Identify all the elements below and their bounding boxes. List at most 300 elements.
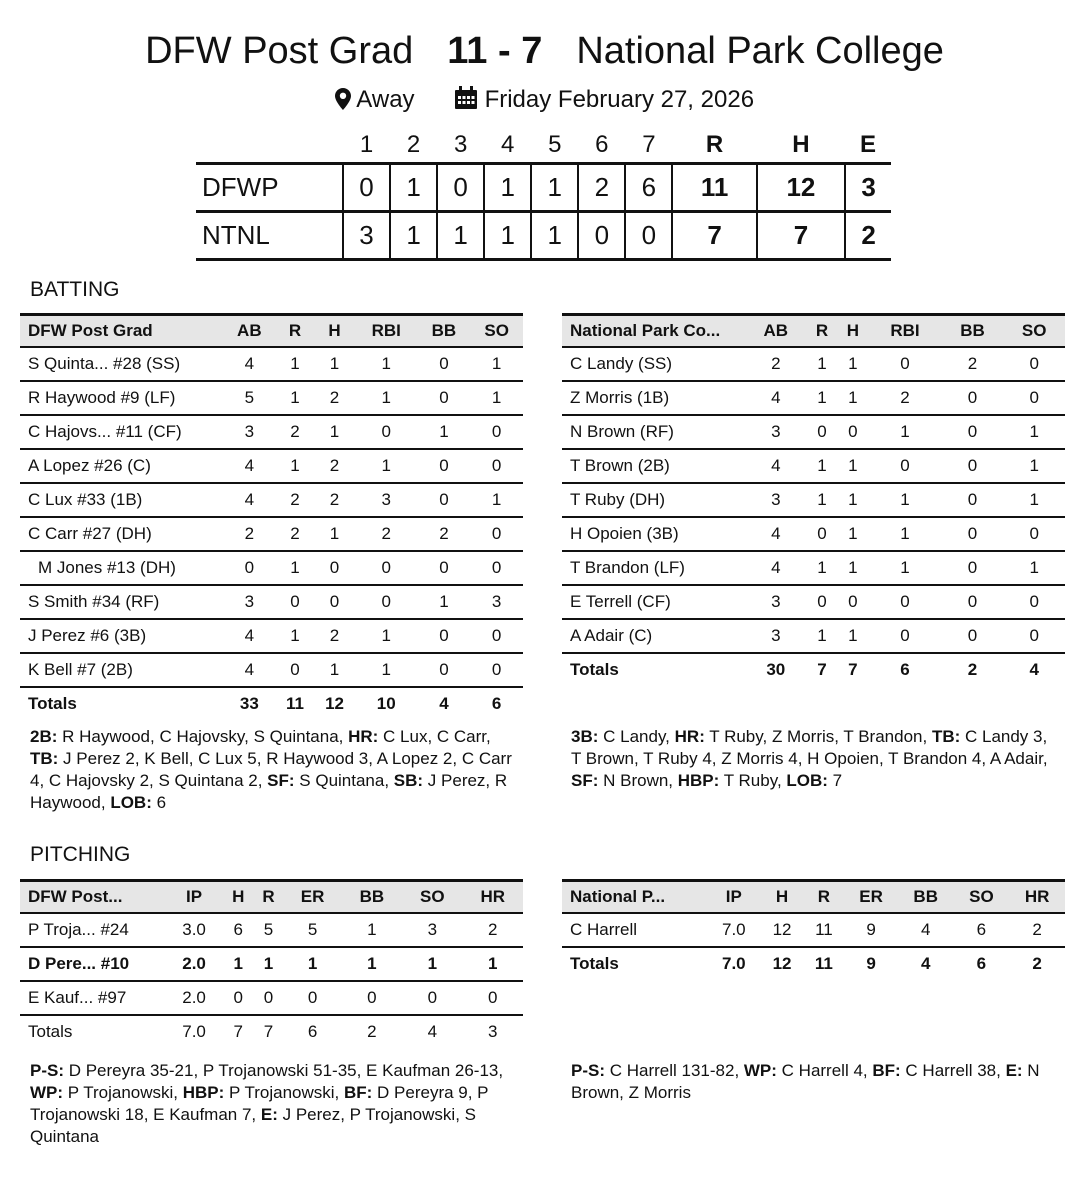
note-value: J Perez, P Trojanowski, S Quintana (30, 1105, 476, 1146)
stat-cell: 2 (314, 483, 355, 517)
stat-cell: 2 (276, 415, 315, 449)
player-name: T Brown (2B) (562, 449, 745, 483)
player-row (20, 653, 523, 687)
stat-cell: 0 (470, 619, 523, 653)
stat-cell: 1 (223, 947, 253, 981)
player-row (20, 381, 523, 415)
stat-cell: 3 (223, 415, 276, 449)
stat-cell: 1 (355, 381, 418, 415)
player-row (562, 347, 1065, 381)
stat-cell: 4 (745, 381, 807, 415)
stat-cell: 2 (418, 517, 471, 551)
stat-cell: 1 (868, 415, 941, 449)
stat-cell: 1 (355, 347, 418, 381)
stat-cell: 0 (942, 449, 1004, 483)
stat-cell: 1 (402, 947, 462, 981)
note-value: R Haywood, C Hajovsky, S Quintana, (57, 727, 349, 746)
note-key: 2B: (30, 727, 58, 746)
stat-cell: 3 (745, 619, 807, 653)
note-value: 7 (827, 771, 843, 790)
note-value: D Pereyra 9, P Trojanowski 18, E Kaufman 7, (30, 1083, 489, 1124)
player-name: P Troja... #24 (20, 913, 165, 947)
stat-column-header: R (253, 881, 283, 914)
stat-cell: 0 (355, 551, 418, 585)
stat-cell: 0 (223, 981, 253, 1015)
note-key: E: (1005, 1061, 1023, 1080)
totals-label: Totals (28, 1022, 73, 1041)
stat-cell: 2.0 (165, 981, 223, 1015)
note-key: SF: (267, 771, 295, 790)
stat-cell: 1 (355, 653, 418, 687)
inning-score: 0 (437, 164, 484, 212)
player-name: D Pere... #10 (20, 947, 165, 981)
team-column-header: DFW Post Grad (20, 315, 223, 348)
inning-score: 0 (343, 164, 390, 212)
note-value: S Quintana, (294, 771, 394, 790)
stat-cell: 0 (942, 483, 1004, 517)
stat-cell: 1 (253, 947, 283, 981)
totals-cell: 7.0 (721, 954, 746, 973)
note-key: P-S: (571, 1061, 605, 1080)
stat-cell: 1 (837, 517, 868, 551)
stat-cell: 0 (284, 981, 342, 1015)
stat-cell: 0 (807, 517, 838, 551)
stat-cell: 1 (807, 449, 838, 483)
stat-cell: 0 (1003, 619, 1065, 653)
stat-column-header: HR (1009, 881, 1065, 914)
stat-cell: 0 (1003, 517, 1065, 551)
player-name: R Haywood #9 (LF) (20, 381, 223, 415)
note-key: HR: (674, 727, 705, 746)
inning-score: 0 (625, 212, 672, 260)
stat-cell: 1 (276, 449, 315, 483)
stat-cell: 0 (463, 981, 523, 1015)
stat-cell: 1 (314, 653, 355, 687)
totals-cell: 2 (1032, 954, 1042, 973)
batting-table-away (20, 313, 523, 720)
note-key: E: (260, 1105, 278, 1124)
player-row (562, 415, 1065, 449)
note-key: TB: (30, 749, 59, 768)
stat-cell: 0 (223, 551, 276, 585)
totals-label: Totals (28, 694, 77, 713)
note-key: BF: (872, 1061, 901, 1080)
stat-column-header: H (223, 881, 253, 914)
note-value: T Ruby, (719, 771, 787, 790)
stat-cell: 1 (355, 449, 418, 483)
stat-cell: 3 (745, 415, 807, 449)
stat-column-header: BB (342, 881, 402, 914)
note-value: P Trojanowski, (224, 1083, 344, 1102)
stat-cell: 0 (342, 981, 402, 1015)
stat-cell: 4 (745, 551, 807, 585)
note-key: TB: (931, 727, 961, 746)
stat-cell: 0 (418, 347, 471, 381)
note-key: SB: (393, 771, 424, 790)
player-name: E Terrell (CF) (562, 585, 745, 619)
stat-header-row (562, 881, 1065, 914)
stat-cell: 0 (1003, 381, 1065, 415)
stat-cell: 1 (837, 483, 868, 517)
player-name: T Brandon (LF) (562, 551, 745, 585)
note-key: SF: (571, 771, 599, 790)
player-row (562, 619, 1065, 653)
note-value: T Ruby, Z Morris, T Brandon, (704, 727, 932, 746)
team-abbr: DFWP (196, 164, 343, 212)
total-hits: 12 (757, 164, 845, 212)
stat-cell: 0 (355, 585, 418, 619)
stat-cell: 1 (314, 517, 355, 551)
totals-cell: 12 (772, 954, 792, 973)
totals-cell: 6 (976, 954, 987, 973)
totals-cell: 7 (817, 660, 827, 679)
stat-cell: 12 (761, 913, 804, 947)
team-column-header: National P... (562, 881, 707, 914)
note-key: HBP: (182, 1083, 225, 1102)
note-key: 3B: (571, 727, 599, 746)
stat-header-row (20, 315, 523, 348)
stat-cell: 2 (463, 913, 523, 947)
player-name: M Jones #13 (DH) (20, 551, 223, 585)
player-row (20, 913, 523, 947)
inning-score: 1 (531, 212, 578, 260)
totals-cell: 11 (814, 954, 833, 973)
player-name: C Carr #27 (DH) (20, 517, 223, 551)
stat-column-header: BB (898, 881, 954, 914)
stat-cell: 0 (418, 551, 471, 585)
player-name: T Ruby (DH) (562, 483, 745, 517)
totals-cell: 4 (920, 954, 931, 973)
note-key: P-S: (30, 1061, 64, 1080)
note-value: C Landy, (598, 727, 675, 746)
inning-score: 1 (437, 212, 484, 260)
stat-cell: 1 (470, 347, 523, 381)
stat-cell: 1 (1003, 551, 1065, 585)
stat-cell: 1 (470, 381, 523, 415)
player-row (20, 585, 523, 619)
note-key: BF: (343, 1083, 373, 1102)
stat-cell: 0 (807, 585, 838, 619)
pitching-notes-away (30, 1060, 520, 1148)
stat-cell: 2 (942, 347, 1004, 381)
inning-score: 1 (484, 164, 531, 212)
stat-cell: 0 (868, 619, 941, 653)
batting-notes-home (571, 726, 1061, 792)
stat-cell: 2 (276, 483, 315, 517)
stat-column-header: HR (463, 881, 523, 914)
inning-header: 4 (501, 131, 515, 158)
stat-cell: 0 (355, 415, 418, 449)
stat-cell: 1 (837, 347, 868, 381)
note-key: WP: (743, 1061, 777, 1080)
home-team-name: National Park College (576, 30, 944, 72)
batting-notes-away (30, 726, 520, 814)
player-row (562, 913, 1065, 947)
stat-cell: 5 (223, 381, 276, 415)
stat-cell: 2 (868, 381, 941, 415)
player-name: A Adair (C) (562, 619, 745, 653)
inning-score: 1 (390, 164, 437, 212)
stat-cell: 6 (223, 913, 253, 947)
total-runs: 7 (672, 212, 756, 260)
stat-cell: 1 (1003, 483, 1065, 517)
stat-column-header: R (804, 881, 845, 914)
stat-column-header: R (276, 315, 315, 348)
team-column-header: DFW Post... (20, 881, 165, 914)
stat-cell: 0 (942, 619, 1004, 653)
pitching-table-away (20, 879, 523, 1048)
stat-cell: 1 (807, 347, 838, 381)
totals-label: Totals (570, 660, 619, 679)
note-value: C Harrell 4, (776, 1061, 873, 1080)
stat-cell: 1 (807, 483, 838, 517)
stat-cell: 0 (942, 517, 1004, 551)
stat-cell: 1 (418, 585, 471, 619)
totals-row (562, 947, 1065, 980)
stat-cell: 0 (470, 449, 523, 483)
stat-cell: 0 (470, 415, 523, 449)
inning-score: 6 (625, 164, 672, 212)
stat-cell: 1 (837, 381, 868, 415)
stat-cell: 4 (745, 449, 807, 483)
stat-cell: 1 (284, 947, 342, 981)
note-key: LOB: (786, 771, 828, 790)
player-row (20, 483, 523, 517)
note-value: J Perez 2, K Bell, C Lux 5, R Haywood 3, A Lopez 2, C Carr 4, C Hajovsky 2, S Quintana 2, (30, 749, 512, 790)
totals-cell: 2 (367, 1022, 377, 1041)
pitching-table-home (562, 879, 1065, 980)
note-value: C Harrell 131-82, (605, 1061, 744, 1080)
total-errors: 2 (845, 212, 891, 260)
final-score: 11 - 7 (447, 30, 543, 72)
note-value: J Perez, R Haywood, (30, 771, 508, 812)
pitching-notes-home (571, 1060, 1061, 1104)
stat-cell: 4 (223, 653, 276, 687)
stat-cell: 0 (314, 585, 355, 619)
stat-cell: 6 (954, 913, 1010, 947)
total-runs: 11 (672, 164, 756, 212)
stat-cell: 0 (418, 483, 471, 517)
stat-cell: 0 (253, 981, 283, 1015)
stat-cell: 0 (418, 619, 471, 653)
stat-cell: 1 (868, 483, 941, 517)
stat-cell: 2 (745, 347, 807, 381)
stat-cell: 1 (807, 619, 838, 653)
player-row (20, 619, 523, 653)
stat-cell: 3 (223, 585, 276, 619)
stat-cell: 4 (223, 483, 276, 517)
inning-score: 2 (578, 164, 625, 212)
stat-header-row (20, 881, 523, 914)
totals-cell: 7.0 (182, 1022, 206, 1041)
totals-label: Totals (570, 954, 619, 973)
inning-header: 6 (595, 131, 609, 158)
stat-cell: 3 (470, 585, 523, 619)
game-subheader (0, 86, 1089, 114)
stat-cell: 3 (745, 483, 807, 517)
player-row (562, 449, 1065, 483)
stat-cell: 11 (804, 913, 845, 947)
totals-cell: 10 (376, 694, 396, 713)
line-score-row-home (196, 212, 891, 260)
stat-column-header: RBI (868, 315, 941, 348)
stat-cell: 0 (868, 449, 941, 483)
note-value: C Landy 3, T Brown, T Ruby 4, Z Morris 4, H Opoien, T Brandon 4, A Adair, (571, 727, 1048, 768)
stat-cell: 1 (807, 551, 838, 585)
totals-cell: 7 (233, 1022, 243, 1041)
stat-column-header: BB (942, 315, 1004, 348)
totals-row (20, 1015, 523, 1048)
stat-cell: 1 (342, 947, 402, 981)
note-key: HR: (348, 727, 379, 746)
runs-header: R (705, 131, 724, 158)
inning-header: 2 (406, 131, 421, 158)
stat-cell: 0 (942, 381, 1004, 415)
note-value: 6 (151, 793, 167, 812)
stat-column-header: H (314, 315, 355, 348)
stat-cell: 3 (355, 483, 418, 517)
stat-cell: 0 (837, 415, 868, 449)
totals-cell: 7 (263, 1022, 274, 1041)
player-row (20, 947, 523, 981)
line-score-header (196, 128, 891, 164)
totals-cell: 4 (439, 694, 449, 713)
inning-score: 1 (484, 212, 531, 260)
stat-column-header: AB (223, 315, 276, 348)
stat-cell: 1 (355, 619, 418, 653)
stat-cell: 0 (314, 551, 355, 585)
total-hits: 7 (757, 212, 845, 260)
note-key: LOB: (110, 793, 152, 812)
player-row (562, 551, 1065, 585)
location-label: Away (356, 86, 415, 113)
totals-row (20, 687, 523, 720)
stat-cell: 0 (470, 653, 523, 687)
stat-column-header: H (837, 315, 868, 348)
stat-cell: 1 (807, 381, 838, 415)
totals-cell: 30 (766, 660, 786, 679)
player-row (20, 517, 523, 551)
stat-cell: 4 (223, 347, 276, 381)
errors-header: E (860, 131, 877, 158)
totals-cell: 9 (866, 954, 876, 973)
stat-cell: 5 (284, 913, 342, 947)
stat-cell: 3.0 (165, 913, 223, 947)
total-errors: 3 (845, 164, 891, 212)
totals-cell: 6 (900, 660, 910, 679)
stat-cell: 0 (942, 551, 1004, 585)
stat-cell: 2.0 (165, 947, 223, 981)
totals-cell: 11 (285, 694, 304, 713)
player-name: H Opoien (3B) (562, 517, 745, 551)
stat-cell: 0 (276, 653, 315, 687)
player-name: K Bell #7 (2B) (20, 653, 223, 687)
inning-score: 3 (343, 212, 390, 260)
stat-cell: 0 (418, 381, 471, 415)
totals-cell: 33 (239, 694, 259, 713)
stat-cell: 0 (470, 517, 523, 551)
player-row (20, 415, 523, 449)
stat-column-header: SO (470, 315, 523, 348)
totals-cell: 6 (491, 694, 502, 713)
stat-cell: 4 (745, 517, 807, 551)
stat-cell: 0 (868, 585, 941, 619)
totals-cell: 2 (967, 660, 978, 679)
stat-cell: 1 (837, 449, 868, 483)
stat-cell: 0 (418, 653, 471, 687)
stat-cell: 1 (463, 947, 523, 981)
totals-cell: 4 (427, 1022, 438, 1041)
player-name: C Lux #33 (1B) (20, 483, 223, 517)
stat-column-header: IP (165, 881, 223, 914)
stat-cell: 5 (253, 913, 283, 947)
stat-cell: 1 (276, 551, 315, 585)
player-name: C Hajovs... #11 (CF) (20, 415, 223, 449)
inning-score: 1 (531, 164, 578, 212)
team-abbr: NTNL (196, 212, 343, 260)
stat-cell: 0 (402, 981, 462, 1015)
stat-column-header: SO (402, 881, 462, 914)
stat-cell: 2 (355, 517, 418, 551)
stat-cell: 1 (314, 415, 355, 449)
inning-score: 1 (390, 212, 437, 260)
team-column-header: National Park Co... (562, 315, 745, 348)
stat-cell: 3 (745, 585, 807, 619)
stat-cell: 0 (837, 585, 868, 619)
stat-cell: 0 (418, 449, 471, 483)
inning-header: 7 (642, 131, 656, 158)
stat-cell: 1 (1003, 415, 1065, 449)
stat-cell: 1 (418, 415, 471, 449)
stat-cell: 1 (276, 619, 315, 653)
stat-column-header: R (807, 315, 838, 348)
totals-cell: 6 (307, 1022, 318, 1041)
calendar-icon (454, 86, 478, 113)
stat-cell: 2 (314, 449, 355, 483)
stat-column-header: SO (954, 881, 1010, 914)
stat-header-row (562, 315, 1065, 348)
player-row (20, 551, 523, 585)
stat-column-header: AB (745, 315, 807, 348)
stat-cell: 1 (868, 517, 941, 551)
stat-cell: 1 (837, 551, 868, 585)
stat-cell: 0 (942, 585, 1004, 619)
player-row (562, 483, 1065, 517)
player-row (20, 449, 523, 483)
player-name: N Brown (RF) (562, 415, 745, 449)
player-name: S Smith #34 (RF) (20, 585, 223, 619)
inning-score: 0 (578, 212, 625, 260)
inning-header: 5 (548, 131, 562, 158)
pitching-section-title: PITCHING (30, 843, 131, 866)
stat-column-header: IP (707, 881, 761, 914)
game-date: Friday February 27, 2026 (484, 86, 755, 113)
inning-header: 3 (453, 131, 468, 158)
stat-cell: 1 (314, 347, 355, 381)
stat-column-header: ER (284, 881, 342, 914)
stat-cell: 2 (314, 381, 355, 415)
location-pin-icon (335, 86, 351, 113)
stat-cell: 4 (223, 619, 276, 653)
player-name: C Harrell (562, 913, 707, 947)
stat-cell: 1 (276, 381, 315, 415)
stat-cell: 2 (276, 517, 315, 551)
player-row (20, 981, 523, 1015)
away-team-name: DFW Post Grad (145, 30, 414, 72)
totals-cell: 7 (848, 660, 858, 679)
stat-cell: 0 (1003, 585, 1065, 619)
stat-cell: 0 (1003, 347, 1065, 381)
